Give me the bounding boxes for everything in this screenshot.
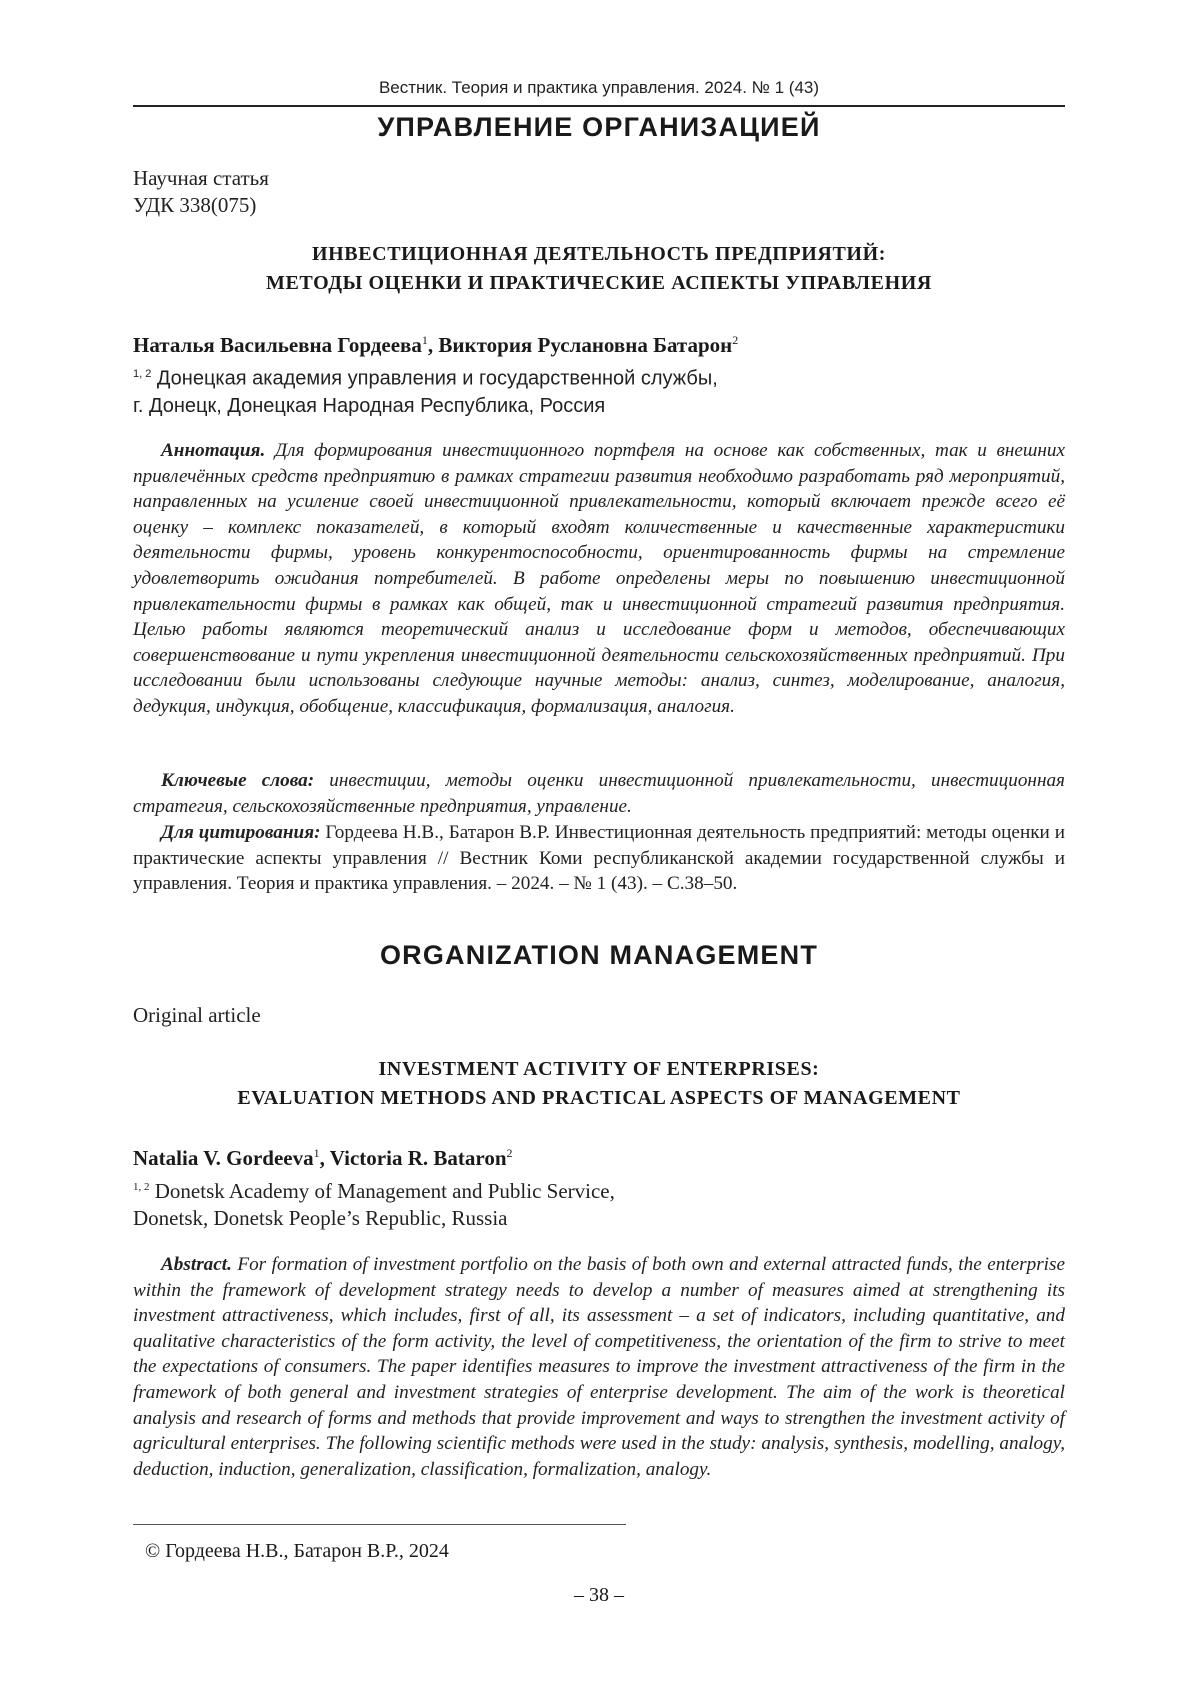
section-title-ru: УПРАВЛЕНИЕ ОРГАНИЗАЦИЕЙ (377, 112, 821, 142)
author1-en: Natalia V. Gordeeva (133, 1146, 314, 1170)
section-title-en: ORGANIZATION MANAGEMENT (379, 940, 819, 970)
author2-ru: Виктория Руслановна Батарон (438, 333, 733, 357)
author2-en: Victoria R. Bataron (329, 1146, 507, 1170)
abstract-ru-label: Аннотация. (161, 440, 266, 461)
copyright-notice: © Гордеева Н.В., Батарон В.Р., 2024 (145, 1540, 449, 1562)
citation-ru-text: Гордеева Н.В., Батарон В.Р. Инвестиционная деятельность предприятий: методы оценки и практические аспекты управления // Вестник Коми республиканской академии государственной службы и управления. Теория и практика управления. – 2024. – № 1 (43). – С.38–50. (133, 822, 1065, 895)
author-separator-ru: , (427, 333, 439, 357)
keywords-ru (133, 768, 1065, 819)
article-title-ru-line1: ИНВЕСТИЦИОННАЯ ДЕЯТЕЛЬНОСТЬ ПРЕДПРИЯТИЙ: (311, 243, 886, 265)
author1-ru: Наталья Васильевна Гордеева (133, 333, 422, 357)
footnote-rule (133, 1524, 626, 1525)
affiliation-en-line2: Donetsk, Donetsk People’s Republic, Russia (133, 1206, 508, 1230)
affiliation-en (133, 1174, 615, 1232)
abstract-en (133, 1252, 1065, 1482)
affiliation-ru-line2: г. Донецк, Донецкая Народная Республика, Россия (133, 394, 606, 417)
authors-en (133, 1146, 513, 1171)
article-type-en: Original article (133, 1003, 261, 1027)
page-number: – 38 – (574, 1584, 624, 1606)
affiliation-en-line1: Donetsk Academy of Management and Public Service, (149, 1179, 615, 1203)
affiliation-ru (133, 361, 718, 420)
affiliation-en-mark: 1, 2 (133, 1181, 150, 1193)
article-title-en-line1: INVESTMENT ACTIVITY OF ENTERPRISES: (378, 1058, 820, 1080)
author1-en-affil-mark: 1 (313, 1146, 320, 1160)
abstract-en-label: Abstract. (161, 1254, 232, 1275)
article-type-ru: Научная статья (133, 166, 269, 190)
citation-ru-label: Для цитирования: (161, 822, 321, 843)
udc-code: УДК 338(075) (133, 193, 257, 217)
author2-ru-affil-mark: 2 (732, 333, 739, 347)
affiliation-ru-line1: Донецкая академия управления и государственной службы, (151, 367, 718, 390)
author2-en-affil-mark: 2 (506, 1146, 513, 1160)
article-title-en (133, 1055, 1065, 1113)
abstract-ru (133, 438, 1065, 720)
keywords-ru-label: Ключевые слова: (161, 770, 315, 791)
abstract-ru-text: Для формирования инвестиционного портфеля на основе как собственных, так и внешних привлечённых средств предприятию в рамках стратегии развития необходимо разработать ряд мероприятий, направленных на усиление своей инвестиционной привлекательности, который включает прежде всего её оценку – комплекс показателей, в который входят количественные и качественные характеристики деятельности фирмы, уровень конкурентоспособности, ориентированность фирмы на стремление удовлетворить ожидания потребителей. В работе определены меры по повышению инвестиционной привлекательности фирмы в рамках как общей, так и инвестиционной стратегий развития предприятия. Целью работы являются теоретический анализ и исследование форм и методов, обеспечивающих совершенствование и пути укрепления инвестиционной деятельности сельскохозяйственных предприятий. При исследовании были использованы следующие научные методы: анализ, синтез, моделирование, аналогия, дедукция, индукция, обобщение, классификация, формализация, аналогия. (133, 440, 1065, 717)
author-separator-en: , (319, 1146, 330, 1170)
keywords-ru-text: инвестиции, методы оценки инвестиционной привлекательности, инвестиционная стратегия, сельскохозяйственные предприятия, управление. (133, 770, 1065, 817)
authors-ru (133, 333, 738, 358)
article-title-ru (133, 240, 1065, 298)
abstract-en-text: For formation of investment portfolio on the basis of both own and external attracted funds, the enterprise within the framework of development strategy needs to develop a number of measures aimed at strengthening its investment attractiveness, which includes, first of all, its assessment – a set of indicators, including quantitative, and qualitative characteristics of the form activity, the level of competitiveness, the orientation of the firm to strive to meet the expectations of consumers. The paper identifies measures to improve the investment attractiveness of the firm in the framework of both general and investment strategies of enterprise development. The aim of the work is theoretical analysis and research of forms and methods that provide improvement and ways to strengthen the investment activity of agricultural enterprises. The following scientific methods were used in the study: analysis, synthesis, modelling, analogy, deduction, induction, generalization, classification, formalization, analogy. (133, 1254, 1065, 1480)
article-title-en-line2: EVALUATION METHODS AND PRACTICAL ASPECTS OF MANAGEMENT (237, 1087, 961, 1109)
citation-ru (133, 820, 1065, 897)
article-title-ru-line2: МЕТОДЫ ОЦЕНКИ И ПРАКТИЧЕСКИЕ АСПЕКТЫ УПРАВЛЕНИЯ (266, 272, 932, 294)
affiliation-ru-mark: 1, 2 (133, 368, 152, 380)
running-head: Вестник. Теория и практика управления. 2024. № 1 (43) (378, 78, 820, 97)
header-rule (133, 105, 1065, 107)
author1-ru-affil-mark: 1 (421, 333, 428, 347)
